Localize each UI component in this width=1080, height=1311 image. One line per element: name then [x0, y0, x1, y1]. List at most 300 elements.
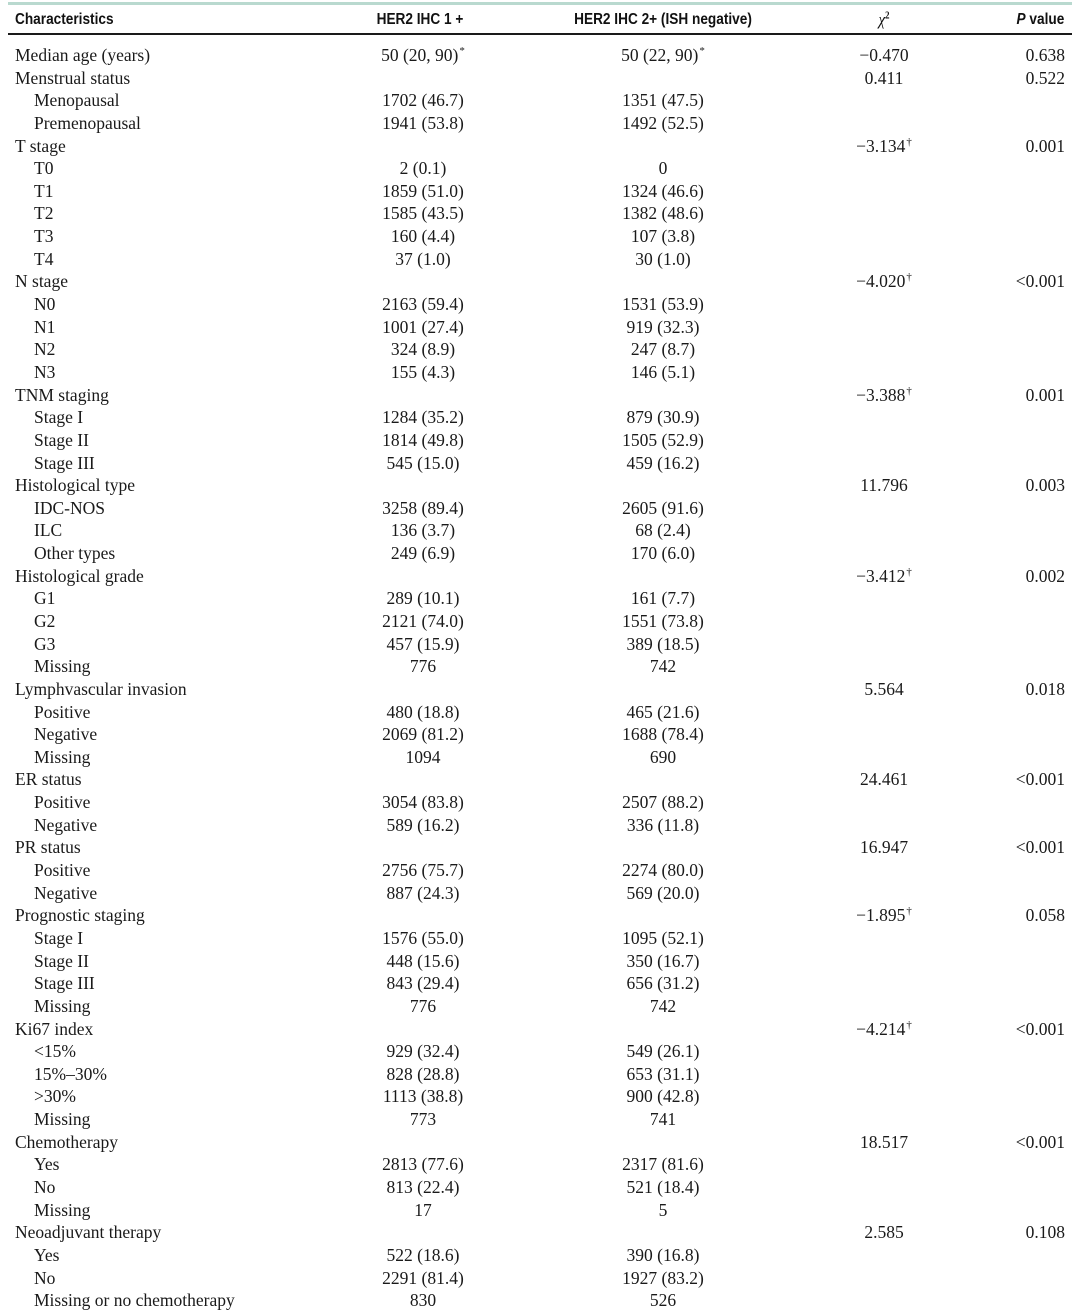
subcategory-row [0, 157, 1080, 179]
chi-square-value-text: 18.517 [859, 1131, 909, 1152]
her2-ihc1-value-text: 448 (15.6) [386, 950, 460, 971]
row-label [34, 882, 97, 904]
header-chi-exponent: 2 [885, 10, 890, 22]
her2-ihc1-value-text: 1001 (27.4) [382, 316, 464, 337]
subcategory-row [0, 927, 1080, 949]
row-label [34, 1244, 59, 1266]
row-label-text: T1 [34, 180, 54, 201]
category-row [0, 768, 1080, 790]
row-label [34, 1176, 55, 1198]
subcategory-row [0, 859, 1080, 881]
row-label-text: Stage I [34, 927, 84, 948]
chi-square-value-text: −1.895 [856, 905, 906, 926]
row-label-text: T0 [34, 158, 54, 179]
subcategory-row [0, 202, 1080, 224]
row-label [15, 904, 145, 926]
row-label [15, 135, 66, 157]
her2-ihc2-value [631, 225, 695, 247]
p-value-text: <0.001 [1015, 1131, 1065, 1152]
row-label-text: Stage I [34, 407, 84, 428]
her2-ihc1-value [391, 542, 455, 564]
her2-ihc1-value [387, 1244, 460, 1266]
chi-square-value-footnote-mark: † [906, 271, 912, 284]
row-label [34, 112, 141, 134]
p-value-text: 0.638 [1025, 45, 1065, 65]
her2-ihc2-value-text: 2274 (80.0) [622, 860, 704, 881]
row-label-text: IDC-NOS [34, 497, 105, 518]
her2-ihc1-value [410, 995, 436, 1017]
row-label [34, 723, 97, 745]
her2-ihc1-value-text: 1113 (38.8) [382, 1086, 464, 1107]
chi-square-value [856, 135, 912, 160]
her2-ihc2-value [635, 248, 690, 270]
subcategory-row [0, 406, 1080, 428]
chi-square-value-footnote-mark: † [906, 905, 912, 918]
subcategory-row [0, 338, 1080, 360]
her2-ihc1-value-text: 830 [409, 1290, 437, 1311]
her2-ihc1-value-text: 1814 (49.8) [382, 429, 464, 450]
her2-ihc1-value-text: 929 (32.4) [386, 1041, 460, 1062]
her2-ihc1-value [382, 293, 464, 315]
subcategory-row [0, 1040, 1080, 1062]
her2-ihc1-value-text: 160 (4.4) [390, 226, 456, 247]
row-label-text: Stage II [34, 429, 89, 450]
her2-ihc1-value [387, 452, 460, 474]
her2-ihc1-value-text: 776 [409, 995, 437, 1016]
her2-ihc2-value [631, 587, 695, 609]
category-row [0, 1221, 1080, 1243]
her2-ihc1-value [381, 44, 465, 69]
row-label [34, 293, 55, 315]
subcategory-row [0, 950, 1080, 972]
her2-ihc2-value-text: 350 (16.7) [626, 950, 700, 971]
row-label-text: Yes [34, 1154, 60, 1175]
her2-ihc1-value [382, 429, 464, 451]
row-label-text: Menopausal [34, 90, 120, 111]
row-label [34, 542, 115, 564]
row-label [34, 633, 55, 655]
chi-square-value [856, 904, 912, 929]
row-label [34, 157, 53, 179]
subcategory-row [0, 633, 1080, 655]
her2-ihc1-value-text: 249 (6.9) [390, 543, 456, 564]
row-label [15, 1131, 118, 1153]
her2-ihc1-value [387, 950, 460, 972]
category-row [0, 67, 1080, 89]
subcategory-row [0, 1153, 1080, 1175]
subcategory-row [0, 542, 1080, 564]
her2-ihc2-value-text: 656 (31.2) [626, 973, 700, 994]
subcategory-row [0, 89, 1080, 111]
row-label-text: G2 [34, 611, 56, 631]
her2-ihc2-value-text: 1927 (83.2) [622, 1267, 704, 1288]
p-value [1016, 836, 1065, 858]
subcategory-row [0, 1199, 1080, 1221]
her2-ihc2-value-text: 459 (16.2) [626, 452, 700, 473]
her2-ihc1-value [410, 1289, 436, 1311]
her2-ihc1-value [391, 519, 455, 541]
p-value-text: 0.108 [1025, 1222, 1065, 1243]
row-label-text: Histological grade [15, 565, 144, 586]
p-value-text: <0.001 [1015, 769, 1065, 790]
her2-ihc1-value [382, 1153, 464, 1175]
her2-ihc2-value [635, 519, 690, 541]
row-label [34, 791, 90, 813]
her2-ihc2-value-text: 5 [658, 1199, 668, 1220]
her2-ihc2-value-footnote-mark: * [699, 45, 705, 57]
her2-ihc2-value [627, 452, 700, 474]
row-label [34, 927, 83, 949]
row-label-text: N1 [34, 316, 56, 337]
row-label [34, 655, 90, 677]
her2-ihc1-value [391, 361, 455, 383]
chi-square-value [864, 678, 903, 700]
p-value [1016, 768, 1065, 790]
her2-ihc2-value-text: 146 (5.1) [630, 361, 696, 382]
row-label [34, 452, 95, 474]
chi-square-value-footnote-mark: † [906, 135, 912, 148]
row-label-text: Missing or no chemotherapy [34, 1290, 235, 1311]
p-value [1016, 1131, 1065, 1153]
row-label [34, 316, 55, 338]
row-label-text: Ki67 index [15, 1018, 94, 1039]
row-label [34, 587, 55, 609]
row-label-text: G1 [34, 588, 56, 609]
her2-ihc1-value [382, 406, 464, 428]
her2-ihc2-value-text: 389 (18.5) [626, 633, 700, 654]
chi-square-value [856, 565, 912, 590]
her2-ihc1-value-text: 1702 (46.7) [382, 90, 464, 111]
row-label [34, 995, 90, 1017]
her2-ihc1-value [387, 814, 460, 836]
category-row [0, 904, 1080, 926]
her2-ihc2-value [650, 1108, 676, 1130]
chi-square-value-footnote-mark: † [906, 565, 912, 578]
her2-ihc2-value-text: 0 [658, 158, 668, 179]
p-value-text: 0.058 [1025, 905, 1065, 926]
subcategory-row [0, 723, 1080, 745]
her2-ihc2-value [650, 995, 676, 1017]
her2-ihc1-value-text: 545 (15.0) [386, 452, 460, 473]
her2-ihc2-value-text: 161 (7.7) [630, 588, 696, 609]
her2-ihc2-value [659, 157, 668, 179]
her2-ihc2-value [621, 44, 705, 69]
subcategory-row [0, 610, 1080, 632]
row-label-text: Neoadjuvant therapy [15, 1222, 162, 1243]
row-label-text: T stage [15, 135, 66, 156]
her2-ihc1-value-text: 2163 (59.4) [382, 294, 464, 315]
category-row [0, 270, 1080, 292]
her2-ihc2-value-text: 569 (20.0) [626, 882, 700, 903]
row-label [15, 1018, 93, 1040]
subcategory-row [0, 746, 1080, 768]
her2-ihc1-value-text: 1941 (53.8) [382, 112, 464, 133]
her2-ihc2-value-text: 521 (18.4) [626, 1177, 700, 1197]
subcategory-row [0, 655, 1080, 677]
her2-ihc1-value [391, 338, 455, 360]
row-label [15, 678, 187, 700]
category-row [0, 836, 1080, 858]
subcategory-row [0, 1108, 1080, 1130]
category-row [0, 135, 1080, 157]
her2-ihc1-value-text: 828 (28.8) [386, 1063, 460, 1084]
her2-ihc1-value [406, 746, 441, 768]
her2-ihc2-value [622, 927, 704, 949]
her2-ihc2-value [622, 180, 704, 202]
her2-ihc1-value-text: 2 (0.1) [399, 158, 447, 179]
her2-ihc2-value-text: 919 (32.3) [626, 316, 700, 337]
her2-ihc1-value [382, 202, 464, 224]
row-label-text: N3 [34, 361, 56, 382]
row-label [34, 814, 97, 836]
her2-ihc2-value [622, 610, 704, 632]
her2-ihc2-value [627, 1063, 700, 1085]
chi-square-value [856, 270, 912, 295]
row-label-text: Stage III [34, 452, 95, 473]
row-label [34, 338, 55, 360]
subcategory-row [0, 225, 1080, 247]
row-label-text: TNM staging [15, 384, 109, 405]
subcategory-row [0, 519, 1080, 541]
her2-ihc2-value [627, 950, 700, 972]
her2-ihc1-value [387, 633, 460, 655]
p-value [1026, 384, 1065, 406]
her2-ihc1-value-text: 37 (1.0) [395, 248, 451, 269]
chi-square-value [860, 1131, 908, 1153]
her2-ihc2-value-text: 1688 (78.4) [622, 724, 704, 745]
her2-ihc1-value-text: 289 (10.1) [386, 588, 460, 609]
her2-ihc2-value-text: 690 [649, 746, 677, 767]
row-label [15, 565, 144, 587]
her2-ihc1-value-text: 2813 (77.6) [382, 1154, 464, 1175]
her2-ihc2-value-text: 247 (8.7) [630, 339, 696, 360]
row-label [34, 1267, 55, 1289]
p-value [1026, 44, 1065, 66]
her2-ihc2-value [627, 316, 700, 338]
header-her2-ihc1: HER2 IHC 1 + [376, 11, 464, 28]
row-label-text: Negative [34, 882, 98, 903]
her2-ihc2-value [622, 1153, 704, 1175]
her2-ihc1-value-text: 17 [414, 1199, 432, 1220]
her2-ihc2-value-text: 107 (3.8) [630, 226, 696, 247]
row-label [15, 44, 150, 66]
her2-ihc1-value-text: 3258 (89.4) [382, 497, 464, 518]
chi-square-value [864, 1221, 903, 1243]
row-label [34, 1108, 90, 1130]
chi-square-value-footnote-mark: † [906, 1018, 912, 1031]
her2-ihc2-value [622, 1267, 704, 1289]
category-row [0, 678, 1080, 700]
her2-ihc1-value-text: 1585 (43.5) [382, 203, 464, 224]
subcategory-row [0, 791, 1080, 813]
p-value [1016, 1018, 1065, 1040]
row-label-text: ILC [34, 520, 63, 541]
her2-ihc1-value-text: 457 (15.9) [386, 633, 460, 654]
row-label [34, 406, 83, 428]
subcategory-row [0, 1085, 1080, 1107]
subcategory-row [0, 180, 1080, 202]
row-label [34, 1085, 76, 1107]
row-label-text: <15% [34, 1041, 76, 1062]
subcategory-row [0, 814, 1080, 836]
her2-ihc1-value [391, 225, 455, 247]
her2-ihc1-value [382, 610, 464, 632]
row-label [34, 180, 53, 202]
her2-ihc2-value-text: 526 [649, 1290, 677, 1311]
her2-ihc2-value [622, 429, 704, 451]
chi-square-value-text: 16.947 [859, 837, 909, 858]
subcategory-row [0, 1063, 1080, 1085]
row-label-text: Histological type [15, 475, 136, 496]
chi-square-value-text: −4.214 [856, 1018, 906, 1039]
her2-ihc2-value-text: 336 (11.8) [626, 814, 700, 835]
row-label-text: Stage III [34, 973, 95, 994]
her2-ihc1-value [400, 157, 447, 179]
her2-ihc1-value [410, 1108, 436, 1130]
row-label [15, 474, 135, 496]
row-label-text: ER status [15, 769, 82, 790]
row-label [34, 1063, 107, 1085]
p-value [1026, 904, 1065, 926]
her2-ihc2-value [627, 814, 699, 836]
her2-ihc2-value [622, 723, 704, 745]
her2-ihc2-value-text: 2317 (81.6) [622, 1154, 704, 1175]
her2-ihc2-value-text: 653 (31.1) [626, 1063, 700, 1084]
row-label-text: Negative [34, 814, 98, 835]
her2-ihc1-value [382, 316, 464, 338]
her2-ihc1-value-text: 2121 (74.0) [382, 611, 464, 631]
p-value-text: 0.003 [1025, 475, 1065, 496]
p-value-text: 0.522 [1025, 67, 1065, 88]
header-p-letter: P [1016, 11, 1026, 28]
row-label [34, 1199, 90, 1221]
her2-ihc2-value [622, 859, 704, 881]
chi-square-value-text: −3.388 [856, 384, 906, 405]
p-value [1026, 474, 1065, 496]
row-label-text: Other types [34, 543, 116, 564]
row-label-text: N2 [34, 339, 56, 360]
her2-ihc2-value-text: 1324 (46.6) [622, 180, 704, 201]
her2-ihc2-value-text: 1492 (52.5) [622, 112, 704, 133]
p-value [1016, 270, 1065, 292]
her2-ihc2-value-text: 1095 (52.1) [622, 927, 704, 948]
her2-ihc2-value [627, 701, 700, 723]
row-label [34, 859, 90, 881]
her2-ihc1-value-text: 155 (4.3) [390, 361, 456, 382]
her2-ihc1-value [382, 1267, 464, 1289]
her2-ihc2-value-text: 2605 (91.6) [622, 497, 704, 518]
her2-ihc1-value [387, 1063, 460, 1085]
her2-ihc2-value [622, 293, 704, 315]
her2-ihc1-value-text: 2069 (81.2) [382, 724, 464, 745]
row-label [34, 89, 120, 111]
her2-ihc2-value [622, 89, 704, 111]
her2-ihc2-value-text: 1351 (47.5) [622, 90, 704, 111]
row-label-text: N0 [34, 294, 56, 315]
her2-ihc1-value-text: 522 (18.6) [386, 1244, 460, 1265]
her2-ihc2-value-text: 50 (22, 90) [621, 45, 699, 65]
header-p-rest: value [1025, 11, 1064, 28]
her2-ihc2-value-text: 170 (6.0) [630, 543, 696, 564]
row-label [34, 1040, 76, 1062]
her2-ihc1-value [382, 180, 464, 202]
her2-ihc1-value [387, 587, 460, 609]
her2-ihc2-value [650, 746, 676, 768]
her2-ihc2-value [627, 1085, 700, 1107]
her2-ihc1-value-text: 1094 [405, 746, 441, 767]
row-label-text: No [34, 1177, 56, 1197]
her2-ihc1-value-text: 887 (24.3) [386, 882, 460, 903]
her2-ihc2-value [627, 972, 700, 994]
her2-ihc2-value-text: 30 (1.0) [635, 248, 691, 269]
chi-square-value-text: 2.585 [864, 1222, 904, 1243]
p-value [1026, 67, 1065, 89]
p-value-text: 0.018 [1025, 678, 1065, 699]
her2-ihc2-value-text: 1382 (48.6) [622, 203, 704, 224]
her2-ihc1-value-text: 589 (16.2) [386, 814, 460, 835]
chi-square-value [856, 1018, 912, 1043]
row-label [34, 746, 90, 768]
her2-ihc1-value-text: 2291 (81.4) [382, 1267, 464, 1288]
p-value [1026, 565, 1065, 587]
her2-ihc2-value-text: 465 (21.6) [626, 701, 700, 722]
subcategory-row [0, 361, 1080, 383]
row-label-text: Stage II [34, 950, 89, 971]
her2-ihc1-value-text: 776 [409, 656, 437, 677]
her2-ihc2-value [650, 1289, 676, 1311]
her2-ihc2-value [627, 1244, 700, 1266]
her2-ihc1-value-text: 3054 (83.8) [382, 792, 464, 813]
her2-ihc1-value-text: 1576 (55.0) [382, 927, 464, 948]
row-label-text: Menstrual status [15, 67, 131, 88]
subcategory-row [0, 882, 1080, 904]
her2-ihc2-value [631, 542, 695, 564]
row-label [15, 384, 109, 406]
row-label [34, 972, 95, 994]
category-row [0, 384, 1080, 406]
p-value-text: 0.001 [1025, 384, 1065, 405]
row-label [15, 67, 130, 89]
row-label-text: PR status [15, 837, 81, 858]
her2-ihc1-value-text: 813 (22.4) [386, 1177, 460, 1197]
her2-ihc2-value [627, 1040, 700, 1062]
row-label [34, 701, 90, 723]
chi-square-value-text: −3.412 [856, 565, 906, 586]
her2-ihc1-value-text: 2756 (75.7) [382, 860, 464, 881]
row-label-text: Lymphvascular invasion [15, 678, 187, 699]
her2-ihc1-value [382, 723, 464, 745]
subcategory-row [0, 248, 1080, 270]
her2-ihc1-value [387, 1040, 460, 1062]
her2-ihc2-value-text: 879 (30.9) [626, 407, 700, 428]
her2-ihc1-value [387, 701, 460, 723]
header-characteristics: Characteristics [15, 11, 114, 28]
chi-square-value [860, 836, 908, 858]
chi-square-value-text: −4.020 [856, 271, 906, 292]
her2-ihc2-value [627, 1176, 700, 1198]
her2-ihc1-value [387, 1176, 460, 1198]
her2-ihc1-value [387, 972, 460, 994]
p-value-text: <0.001 [1015, 271, 1065, 292]
her2-ihc2-value [627, 633, 700, 655]
subcategory-row [0, 293, 1080, 315]
her2-ihc1-value-footnote-mark: * [459, 45, 465, 57]
row-label [34, 497, 105, 519]
p-value-text: <0.001 [1015, 837, 1065, 858]
row-label [34, 225, 53, 247]
her2-ihc1-value [382, 112, 464, 134]
row-label-text: G3 [34, 633, 56, 654]
